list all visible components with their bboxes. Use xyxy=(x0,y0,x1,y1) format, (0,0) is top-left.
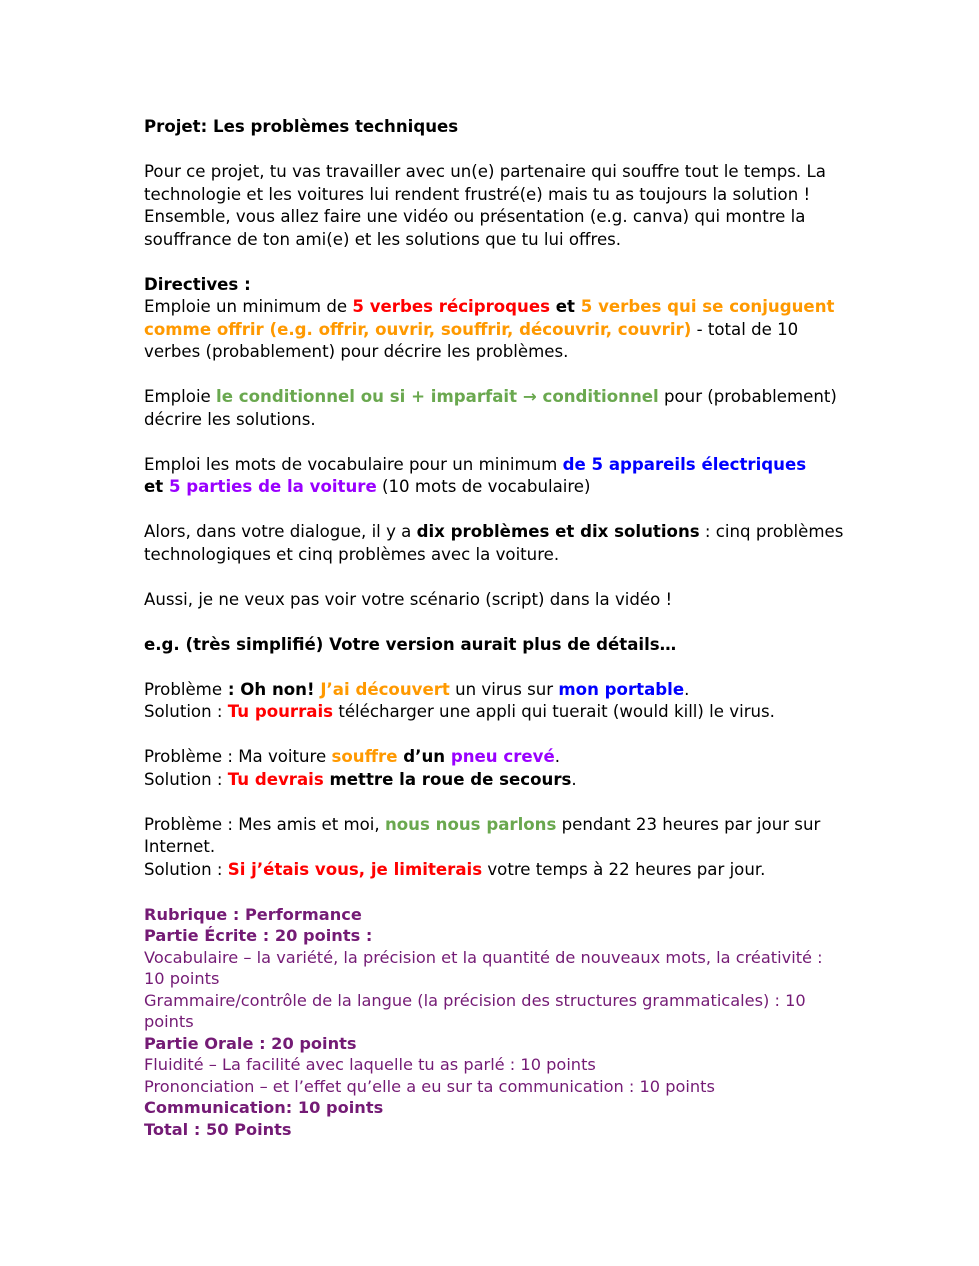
rubric-oral-part: Partie Orale : 20 points xyxy=(144,1033,357,1053)
example-2-problem xyxy=(144,746,844,769)
conditional-highlight: le conditionnel ou si + imparfait → xyxy=(216,387,543,406)
directive-conditional-text: Emploie xyxy=(144,387,217,406)
spacer xyxy=(144,364,844,387)
directive-dialogue xyxy=(144,521,844,566)
directive-vocabulary xyxy=(144,454,844,499)
example-2-car-part: pneu crevé xyxy=(450,747,555,766)
rubric-fluency: Fluidité – La facilité avec laquelle tu as parlé : 10 points xyxy=(144,1055,596,1074)
example-2-dun: d’un xyxy=(397,747,451,766)
directive-dialogue-end: : cinq problèmes technologiques et cinq problèmes avec la voiture. xyxy=(144,522,844,564)
solution-label: Solution : xyxy=(144,702,228,721)
ten-problems-highlight: dix problèmes et dix solutions xyxy=(416,522,700,541)
spacer xyxy=(144,566,844,589)
spacer xyxy=(144,139,844,162)
example-1-solution-text: télécharger une appli qui tuerait (would kill) le virus. xyxy=(333,702,775,721)
directive-no-script: Aussi, je ne veux pas voir votre scénario (script) dans la vidéo ! xyxy=(144,589,673,609)
directive-vocabulary-end: (10 mots de vocabulaire) xyxy=(376,477,591,496)
problem-label: Problème xyxy=(144,679,223,699)
directive-conditional xyxy=(144,386,844,431)
example-2-text: Problème : Ma voiture xyxy=(144,747,332,766)
example-3-reciprocal: nous nous parlons xyxy=(384,814,557,834)
spacer xyxy=(144,656,844,679)
example-1-device: mon portable xyxy=(558,679,685,699)
conditional-highlight-2: conditionnel xyxy=(542,387,659,406)
rubric-vocabulary: Vocabulaire – la variété, la précision et la quantité de nouveaux mots, la créativité : 10 points xyxy=(144,947,823,988)
spacer xyxy=(144,499,844,522)
spacer xyxy=(144,251,844,274)
example-1-period: . xyxy=(684,679,690,699)
rubric-grammar: Grammaire/contrôle de la langue (la précision des structures grammaticales) : 10 points xyxy=(144,990,806,1031)
directive-verbs-total: - total de 10 verbes (probablement) pour décrire les problèmes. xyxy=(144,319,799,361)
solution-label: Solution : xyxy=(144,859,228,879)
project-title: Projet: Les problèmes techniques xyxy=(144,117,459,136)
rubric-title: Rubrique : Performance xyxy=(144,904,362,924)
example-3-solution-text: votre temps à 22 heures par jour. xyxy=(482,859,766,879)
example-heading: e.g. (très simplifié) Votre version aurait plus de détails… xyxy=(144,634,677,654)
intro-paragraph: Pour ce projet, tu vas travailler avec un(e) partenaire qui souffre tout le temps. La technologie et les voitures lui rendent frustré(e) mais tu as toujours la solution ! Ensemble, vous allez faire une vidéo ou présentation (e.g. canva) qui montre la souffrance de ton ami(e) et les solutions que tu lui offres. xyxy=(144,162,826,249)
rubric-section xyxy=(144,904,844,1141)
example-1-problem xyxy=(144,679,844,702)
spacer xyxy=(144,881,844,904)
example-2-period: . xyxy=(554,747,561,766)
rubric-pronunciation: Prononciation – et l’effet qu’elle a eu sur ta communication : 10 points xyxy=(144,1076,715,1096)
spacer xyxy=(144,431,844,454)
directive-verbs-text: Emploie un minimum de xyxy=(144,297,353,316)
example-3-solution xyxy=(144,859,844,882)
directive-verbs-and: et xyxy=(550,297,581,316)
example-3-text-end: pendant 23 heures par jour sur Internet. xyxy=(144,814,821,856)
example-1-text: un virus sur xyxy=(449,679,559,699)
example-2-solution-text: mettre la roue de secours xyxy=(323,769,572,789)
directive-dialogue-text: Alors, dans votre dialogue, il y a xyxy=(144,522,417,541)
document-page xyxy=(144,116,844,1140)
example-1-verb: J’ai découvert xyxy=(320,679,450,699)
offrir-verbs-highlight: 5 verbes qui se conjuguent comme offrir (e.g. offrir, ouvrir, souffrir, découvrir, couvrir) xyxy=(144,297,835,339)
car-parts-highlight: 5 parties de la voiture xyxy=(168,477,377,496)
directive-verbs xyxy=(144,296,844,364)
example-1-exclaim: : Oh non! xyxy=(222,679,321,699)
example-3-problem xyxy=(144,814,844,859)
example-1-solution xyxy=(144,701,844,724)
example-2-solution xyxy=(144,769,844,792)
example-3-text: Problème : Mes amis et moi, xyxy=(144,814,385,834)
solution-label: Solution : xyxy=(144,769,228,789)
example-1-conditional: Tu pourrais xyxy=(227,702,334,721)
spacer xyxy=(144,724,844,747)
example-2-solution-period: . xyxy=(571,769,577,789)
rubric-written-part: Partie Écrite : 20 points : xyxy=(144,926,373,945)
directive-conditional-end: pour (probablement) décrire les solutions. xyxy=(144,387,837,429)
directive-vocabulary-and: et xyxy=(144,477,169,496)
example-3-si-clause: Si j’étais vous, je limiterais xyxy=(227,859,483,879)
appliances-highlight: de 5 appareils électriques xyxy=(562,454,807,474)
example-2-verb: souffre xyxy=(331,747,398,766)
rubric-communication: Communication: 10 points xyxy=(144,1098,384,1117)
rubric-total: Total : 50 Points xyxy=(144,1119,292,1139)
directives-heading: Directives : xyxy=(144,274,251,294)
reciprocal-verbs-highlight: 5 verbes réciproques xyxy=(352,297,551,316)
directive-vocabulary-text: Emploi les mots de vocabulaire pour un minimum xyxy=(144,454,563,474)
spacer xyxy=(144,611,844,634)
example-2-conditional: Tu devrais xyxy=(227,769,324,789)
spacer xyxy=(144,791,844,814)
